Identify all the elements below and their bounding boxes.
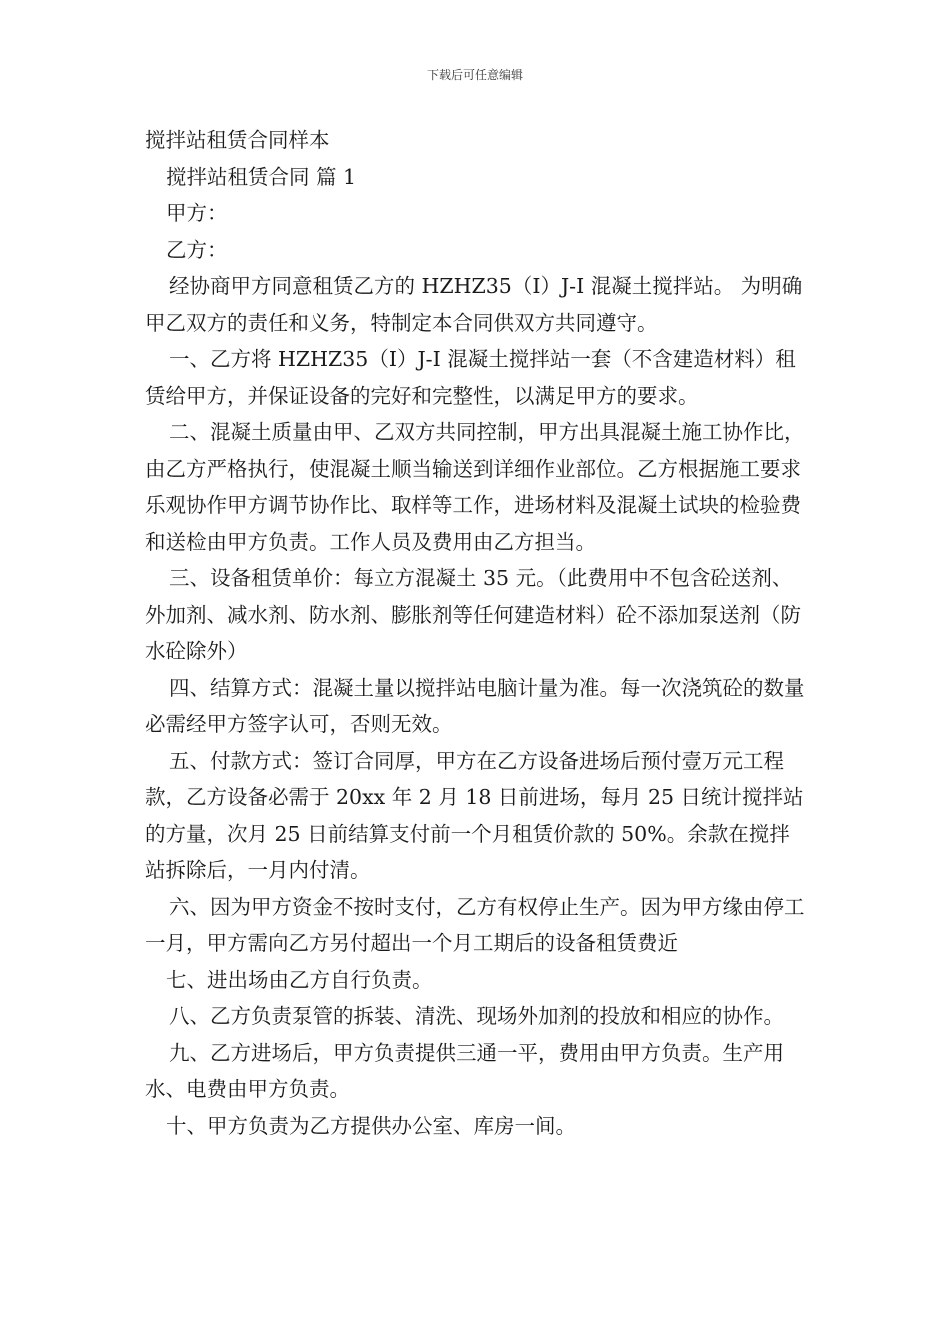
party-b-label: 乙方： <box>166 237 228 262</box>
clause-4: 四、结算方式：混凝土量以搅拌站电脑计量为准。每一次浇筑砼的数量必需经甲方签字认可，否则无效。 <box>145 675 805 736</box>
clause-9: 九、乙方进场后，甲方负责提供三通一平，费用由甲方负责。生产用水、电费由甲方负责。 <box>145 1040 784 1101</box>
clause-7: 七、进出场由乙方自行负责。 <box>166 967 433 992</box>
document-subtitle: 搅拌站租赁合同 篇 1 <box>166 164 357 189</box>
page-header-note: 下载后可任意编辑 <box>426 68 523 82</box>
paragraph-intro: 经协商甲方同意租赁乙方的 HZHZ35（I）J-I 混凝土搅拌站。 为明确甲乙双方的责任和义务，特制定本合同供双方共同遵守。 <box>145 274 803 335</box>
document-title: 搅拌站租赁合同样本 <box>145 128 330 152</box>
clause-3: 三、设备租赁单价：每立方混凝土 35 元。（此费用中不包含砼送剂、外加剂、减水剂、防水剂、膨胀剂等任何建造材料）砼不添加泵送剂（防水砼除外） <box>145 566 801 663</box>
document-body <box>145 122 807 1144</box>
clause-2: 二、混凝土质量由甲、乙双方共同控制，甲方出具混凝土施工协作比，由乙方严格执行，使混凝土顺当输送到详细作业部位。乙方根据施工要求乐观协作甲方调节协作比、取样等工作，进场材料及混凝土试块的检验费和送检由甲方负责。工作人员及费用由乙方担当。 <box>145 420 805 554</box>
clause-1: 一、乙方将 HZHZ35（I）J-I 混凝土搅拌站一套（不含建造材料）租赁给甲方，并保证设备的完好和完整性，以满足甲方的要求。 <box>145 347 796 408</box>
clause-8: 八、乙方负责泵管的拆装、清洗、现场外加剂的投放和相应的协作。 <box>169 1004 784 1028</box>
clause-5: 五、付款方式：签订合同厚，甲方在乙方设备进场后预付壹万元工程款，乙方设备必需于 20xx 年 2 月 18 日前进场，每月 25 日统计搅拌站的方量，次月 25 日前结算支付前一个月租赁价款的 50%。余款在搅拌站拆除后，一月内付清。 <box>145 748 804 882</box>
clause-10: 十、甲方负责为乙方提供办公室、库房一间。 <box>166 1113 576 1138</box>
clause-6: 六、因为甲方资金不按时支付，乙方有权停止生产。因为甲方缘由停工一月，甲方需向乙方另付超出一个月工期后的设备租赁费近 <box>145 894 805 955</box>
party-a-label: 甲方： <box>166 201 228 225</box>
